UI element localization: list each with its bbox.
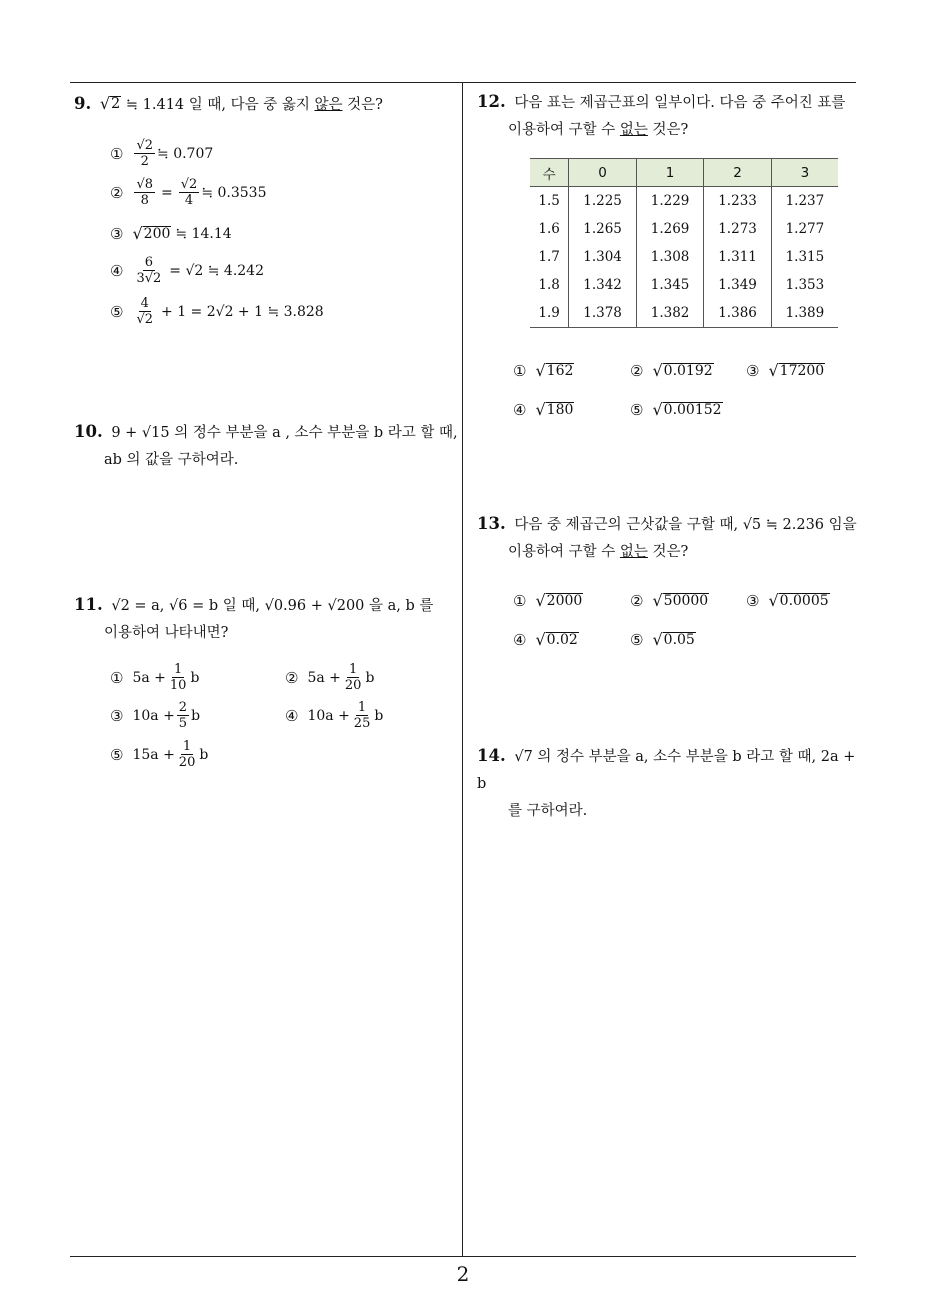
q11-option-3[interactable]: ③ 10a + $\frac{2}{5}$ b [110,700,201,731]
question-number: 14. [477,746,506,765]
question-9 [74,90,454,119]
question-stem-line1: √2 = a, √6 = b 일 때, √0.96 + √200 을 a, b 를 [111,598,434,614]
q12-option-5[interactable]: ⑤ √ 0.00152 [630,400,722,419]
q13-option-1[interactable]: ① √ 2000 [513,591,583,610]
fraction: $\frac{2}{5}$ [178,700,188,731]
question-stem-end: 것은? [347,97,383,113]
q9-option-2[interactable]: ② $\frac{√8}{8}$ = $\frac{√2}{4}$ ≒ 0.3535 [110,177,267,208]
q9-option-5[interactable]: ⑤ $\frac{4}{√2}$ + 1 = 2√2 + 1 ≒ 3.828 [110,296,324,327]
top-rule [70,82,856,83]
question-stem-end: 것은? [652,544,689,560]
sqrt-expression: √ 0.00152 [652,400,722,419]
table-row: 1.7 1.304 1.308 1.311 1.315 [530,243,838,271]
question-stem-line2: 이용하여 나타내면? [104,625,229,641]
sqrt-expression: √ 2000 [535,591,583,610]
q9-option-3[interactable]: ③ √ 200 ≒ 14.14 [110,224,232,243]
table-header: 2 [704,159,771,187]
question-12 [477,88,861,144]
table-row: 1.5 1.225 1.229 1.233 1.237 [530,187,838,216]
question-number: 12. [477,92,506,111]
table-row: 1.8 1.342 1.345 1.349 1.353 [530,271,838,299]
fraction: $\frac{1}{10}$ [169,662,187,693]
sqrt-expression: √ 180 [535,400,574,419]
sqrt-expression: √ 0.02 [535,630,578,649]
question-stem-end: 것은? [652,122,689,138]
table-header: 3 [771,159,838,187]
fraction: $\frac{1}{25}$ [353,700,371,731]
question-number: 10. [74,422,103,441]
sqrt-expression: √ 17200 [768,361,825,380]
q13-option-3[interactable]: ③ √ 0.0005 [746,591,829,610]
q13-option-4[interactable]: ④ √ 0.02 [513,630,578,649]
sqrt-expression: √ 0.0005 [768,591,829,610]
fraction: $\frac{6}{3√2}$ [136,255,162,286]
column-divider [462,83,463,1256]
question-stem-line1: √7 의 정수 부분을 a, 소수 부분을 b 라고 할 때, 2a + b [477,749,856,792]
sqrt-expression: √ 50000 [652,591,709,610]
q11-option-4[interactable]: ④ 10a + $\frac{1}{25}$ b [285,700,384,731]
underlined-keyword: 없는 [619,544,648,560]
sqrt-expression: √ 2 [99,94,121,113]
table-row: 1.6 1.265 1.269 1.273 1.277 [530,215,838,243]
page-number: 2 [456,1262,470,1286]
table-row: 1.9 1.378 1.382 1.386 1.389 [530,299,838,328]
q13-option-2[interactable]: ② √ 50000 [630,591,709,610]
fraction: $\frac{1}{20}$ [178,739,196,770]
table-header: 1 [636,159,703,187]
table-header: 수 [530,159,569,187]
question-11 [74,591,458,647]
q12-option-4[interactable]: ④ √ 180 [513,400,574,419]
question-13 [477,510,867,566]
question-stem-line2: 이용하여 구할 수 [508,544,616,560]
question-stem-line1: 다음 표는 제곱근표의 일부이다. 다음 중 주어진 표를 [514,95,846,111]
question-number: 13. [477,514,506,533]
sqrt-expression: √ 200 [132,224,171,243]
fraction: $\frac{4}{√2}$ [136,296,154,327]
sqrt-expression: √ 0.05 [652,630,695,649]
q9-option-4[interactable]: ④ $\frac{6}{3√2}$ = √2 ≒ 4.242 [110,255,264,286]
question-number: 11. [74,595,103,614]
fraction: $\frac{√8}{8}$ [136,177,154,208]
q12-option-3[interactable]: ③ √ 17200 [746,361,825,380]
underlined-keyword: 없는 [619,122,648,138]
fraction: $\frac{1}{20}$ [344,662,362,693]
q12-option-1[interactable]: ① √ 162 [513,361,574,380]
fraction: $\frac{√2}{4}$ [180,177,198,208]
sqrt-expression: √ 0.0192 [652,361,713,380]
question-stem-line2: 를 구하여라. [508,803,588,819]
question-stem-line2: 이용하여 구할 수 [508,122,616,138]
q12-option-2[interactable]: ② √ 0.0192 [630,361,713,380]
question-number: 9. [74,94,92,113]
table-header-row [530,159,838,187]
question-stem-line1: 9 + √15 의 정수 부분을 a , 소수 부분을 b 라고 할 때, [111,425,458,441]
q11-option-2[interactable]: ② 5a + $\frac{1}{20}$ b [285,662,375,693]
square-root-table [530,158,838,328]
question-stem-line1: 다음 중 제곱근의 근삿값을 구할 때, √5 ≒ 2.236 임을 [514,517,857,533]
fraction: $\frac{√2}{2}$ [136,138,154,169]
sqrt-expression: √ 162 [535,361,574,380]
q13-option-5[interactable]: ⑤ √ 0.05 [630,630,695,649]
q9-option-1[interactable]: ① $\frac{√2}{2}$ ≒ 0.707 [110,138,214,169]
question-14 [477,742,867,825]
question-stem-line2: ab 의 값을 구하여라. [104,452,239,468]
underlined-keyword: 않은 [314,97,343,113]
bottom-rule [70,1256,856,1257]
q11-option-5[interactable]: ⑤ 15a + $\frac{1}{20}$ b [110,739,209,770]
question-10 [74,418,458,474]
q11-option-1[interactable]: ① 5a + $\frac{1}{10}$ b [110,662,200,693]
table-header: 0 [569,159,636,187]
question-stem: ≒ 1.414 일 때, 다음 중 옳지 [125,97,310,113]
